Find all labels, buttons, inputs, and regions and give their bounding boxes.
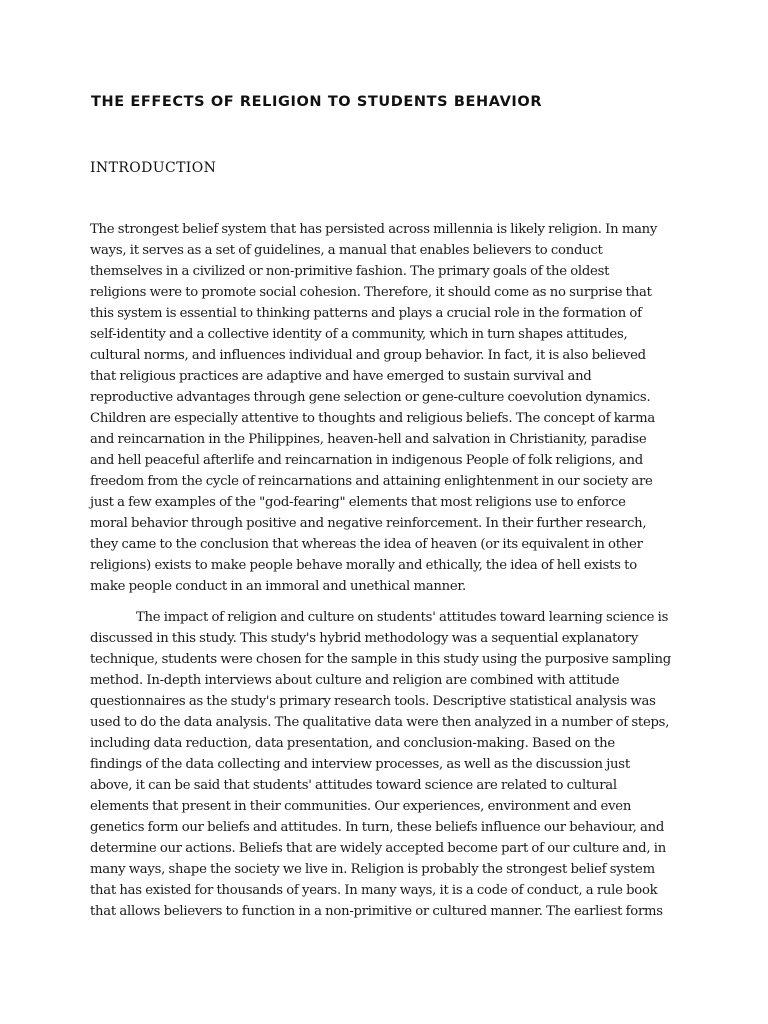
paragraph-line: many ways, shape the society we live in. Religion is probably the strongest belief system bbox=[90, 862, 655, 877]
body-text bbox=[90, 219, 682, 922]
paragraph-line: determine our actions. Beliefs that are widely accepted become part of our culture and, in bbox=[90, 841, 666, 856]
paragraph-line: that religious practices are adaptive and have emerged to sustain survival and bbox=[90, 369, 592, 384]
paragraph-line: above, it can be said that students' attitudes toward science are related to cultural bbox=[90, 778, 617, 793]
paragraph-line: elements that present in their communities. Our experiences, environment and even bbox=[90, 799, 632, 814]
section-heading-introduction: INTRODUCTION bbox=[90, 160, 217, 176]
paragraph-line: religions) exists to make people behave morally and ethically, the idea of hell exists to bbox=[90, 558, 637, 573]
paragraph-line: this system is essential to thinking patterns and plays a crucial role in the formation of bbox=[90, 306, 642, 321]
paragraph-line: cultural norms, and influences individual and group behavior. In fact, it is also believed bbox=[90, 348, 646, 363]
paragraph-line: questionnaires as the study's primary research tools. Descriptive statistical analysis was bbox=[90, 694, 656, 709]
paragraph-line: religions were to promote social cohesion. Therefore, it should come as no surprise that bbox=[90, 285, 652, 300]
paragraph-line: used to do the data analysis. The qualitative data were then analyzed in a number of steps, bbox=[90, 715, 670, 730]
paragraph-2 bbox=[90, 607, 682, 922]
paragraph-line: self-identity and a collective identity of a community, which in turn shapes attitudes, bbox=[90, 327, 628, 342]
paragraph-line: that has existed for thousands of years. In many ways, it is a code of conduct, a rule book bbox=[90, 883, 658, 898]
paragraph-line: Children are especially attentive to thoughts and religious beliefs. The concept of karma bbox=[90, 411, 655, 426]
paragraph-line: reproductive advantages through gene selection or gene-culture coevolution dynamics. bbox=[90, 390, 651, 405]
paragraph-line: method. In-depth interviews about culture and religion are combined with attitude bbox=[90, 673, 620, 688]
paragraph-line: technique, students were chosen for the sample in this study using the purposive sampling bbox=[90, 652, 671, 667]
paragraph-line: and reincarnation in the Philippines, heaven-hell and salvation in Christianity, paradise bbox=[90, 432, 647, 447]
paragraph-line: and hell peaceful afterlife and reincarnation in indigenous People of folk religions, and bbox=[90, 453, 643, 468]
paragraph-line: themselves in a civilized or non-primitive fashion. The primary goals of the oldest bbox=[90, 264, 610, 279]
document-title: THE EFFECTS OF RELIGION TO STUDENTS BEHAVIOR bbox=[91, 94, 543, 110]
paragraph-line: they came to the conclusion that whereas the idea of heaven (or its equivalent in other bbox=[90, 537, 643, 552]
paragraph-line: ways, it serves as a set of guidelines, a manual that enables believers to conduct bbox=[90, 243, 603, 258]
paragraph-line: genetics form our beliefs and attitudes. In turn, these beliefs influence our behaviour, and bbox=[90, 820, 665, 835]
paragraph-line: The impact of religion and culture on students' attitudes toward learning science is bbox=[136, 610, 669, 625]
paragraph-line: make people conduct in an immoral and unethical manner. bbox=[90, 579, 466, 594]
paragraph-line: that allows believers to function in a non-primitive or cultured manner. The earliest forms bbox=[90, 904, 663, 919]
paragraph-line: just a few examples of the "god-fearing" elements that most religions use to enforce bbox=[90, 495, 626, 510]
paragraph-line: findings of the data collecting and interview processes, as well as the discussion just bbox=[90, 757, 630, 772]
paragraph-line: moral behavior through positive and negative reinforcement. In their further research, bbox=[90, 516, 647, 531]
paragraph-line: The strongest belief system that has persisted across millennia is likely religion. In many bbox=[90, 222, 658, 237]
paragraph-line: including data reduction, data presentation, and conclusion-making. Based on the bbox=[90, 736, 615, 751]
paragraph-1 bbox=[90, 219, 682, 597]
paragraph-line: freedom from the cycle of reincarnations and attaining enlightenment in our society are bbox=[90, 474, 653, 489]
paragraph-line: discussed in this study. This study's hybrid methodology was a sequential explanatory bbox=[90, 631, 639, 646]
